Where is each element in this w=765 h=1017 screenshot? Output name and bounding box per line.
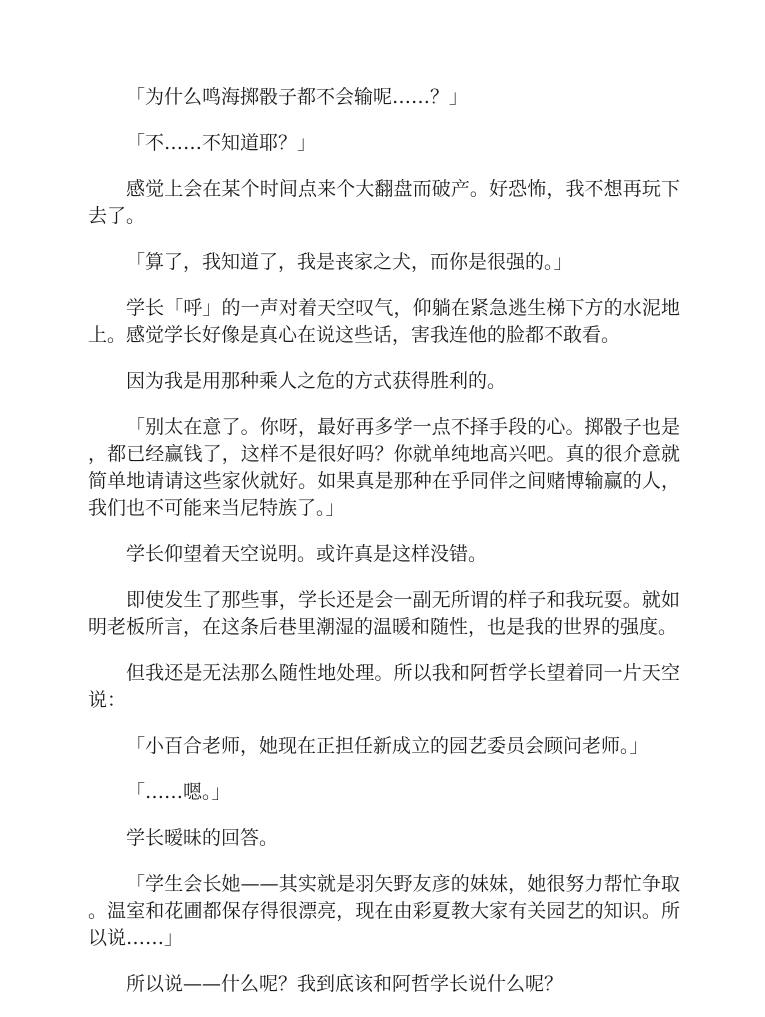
paragraph-9: 即使发生了那些事，学长还是会一副无所谓的样子和我玩耍。就如明老板所言，在这条后巷里潮湿的温暖和随性，也是我的世界的强度。 bbox=[88, 589, 680, 638]
paragraph-15: 所以说——什么呢？我到底该和阿哲学长说什么呢？ bbox=[126, 973, 564, 995]
paragraph-6: 因为我是用那种乘人之危的方式获得胜利的。 bbox=[126, 370, 507, 392]
paragraph-13: 学长暧昧的回答。 bbox=[126, 827, 279, 849]
paragraph-12: 「……嗯。」 bbox=[126, 781, 231, 803]
paragraph-2: 「不……不知道耶？」 bbox=[126, 132, 317, 154]
paragraph-1: 「为什么鸣海掷骰子都不会输呢……？」 bbox=[126, 86, 469, 108]
paragraph-7: 「别太在意了。你呀，最好再多学一点不择手段的心。掷骰子也是，都已经赢钱了，这样不是很好吗？你就单纯地高兴吧。真的很介意就简单地请请这些家伙就好。如果真是那种在乎同伴之间赌博输赢的人，我们也不可能来当尼特族了。」 bbox=[88, 416, 680, 519]
paragraph-10: 但我还是无法那么随性地处理。所以我和阿哲学长望着同一片天空说： bbox=[88, 662, 680, 711]
paragraph-4: 「算了，我知道了，我是丧家之犬，而你是很强的。」 bbox=[126, 251, 573, 273]
paragraph-5: 学长「呼」的一声对着天空叹气，仰躺在紧急逃生梯下方的水泥地上。感觉学长好像是真心在说这些话，害我连他的脸都不敢看。 bbox=[88, 297, 680, 346]
paragraph-8: 学长仰望着天空说明。或许真是这样没错。 bbox=[126, 543, 488, 565]
paragraph-14: 「学生会长她——其实就是羽矢野友彦的妹妹，她很努力帮忙争取。温室和花圃都保存得很漂亮，现在由彩夏教大家有关园艺的知识。所以说……」 bbox=[88, 873, 680, 949]
paragraph-3: 感觉上会在某个时间点来个大翻盘而破产。好恐怖，我不想再玩下去了。 bbox=[88, 178, 680, 227]
paragraph-11: 「小百合老师，她现在正担任新成立的园艺委员会顾问老师。」 bbox=[126, 735, 649, 757]
document-body bbox=[88, 84, 680, 1017]
